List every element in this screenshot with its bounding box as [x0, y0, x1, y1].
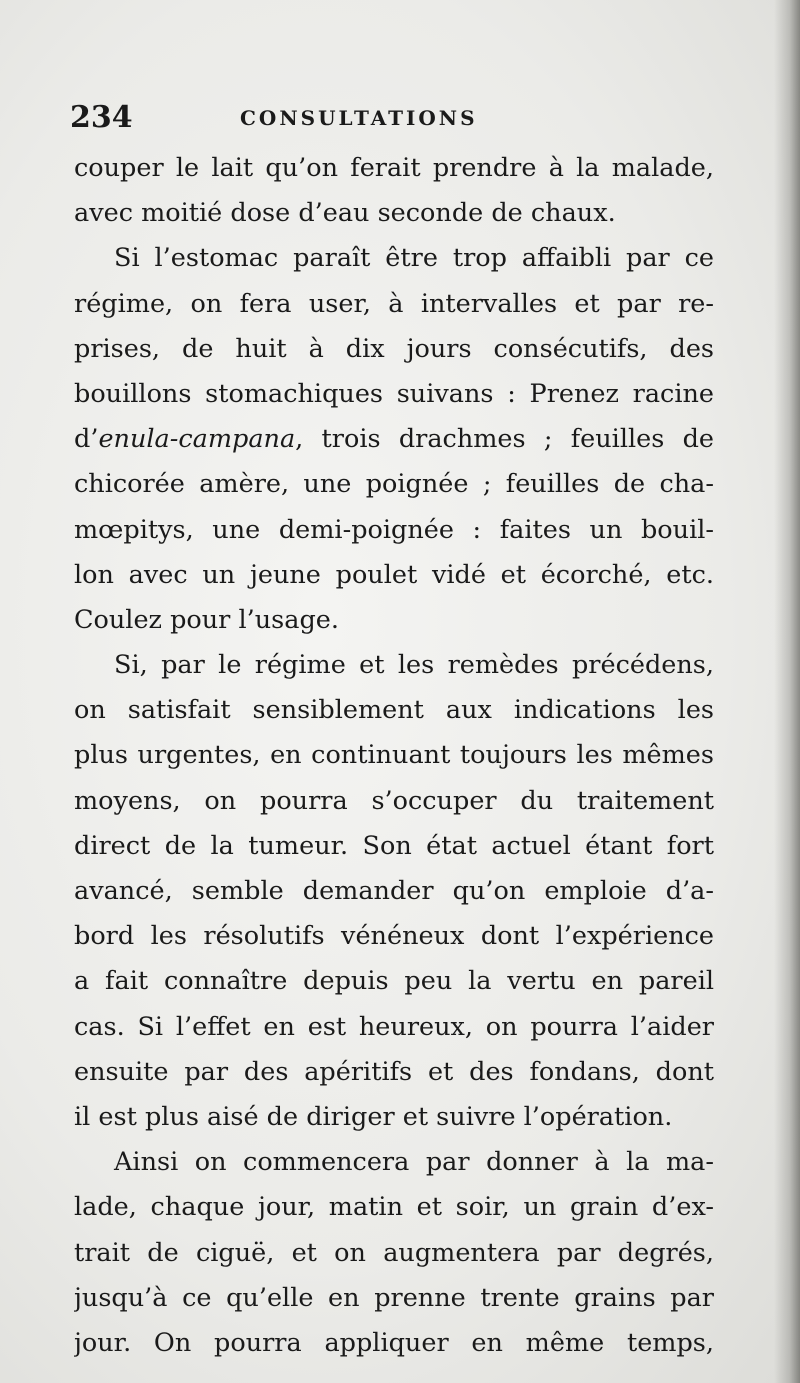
text-line: cas. Si l’effet en est heureux, on pourra l’aider — [74, 1011, 714, 1042]
text-line: Coulez pour l’usage. — [74, 604, 339, 635]
text-line: Si l’estomac paraît être trop affaibli par ce — [114, 243, 714, 274]
italic-term: enula-campana — [98, 424, 296, 455]
text-line — [74, 417, 714, 462]
text-line: il est plus aisé de diriger et suivre l’opération. — [74, 1101, 673, 1132]
text-line: direct de la tumeur. Son état actuel étant fort — [74, 830, 714, 861]
page-header — [70, 98, 710, 138]
text-line: avancé, semble demander qu’on emploie d’a- — [74, 876, 714, 906]
text-line: couper le lait qu’on ferait prendre à la malade, — [74, 153, 714, 183]
page-edge-shadow — [774, 0, 800, 1383]
text-line: jusqu’à ce qu’elle en prenne trente grains par — [74, 1282, 714, 1313]
text-line: mœpitys, une demi-poignée : faites un bouil- — [74, 514, 714, 545]
text-line: lade, chaque jour, matin et soir, un grain d’ex- — [74, 1192, 714, 1223]
text-line: moyens, on pourra s’occuper du traitement — [74, 785, 714, 816]
text-line: Ainsi on commencera par donner à la ma- — [114, 1147, 714, 1178]
text-line: prises, de huit à dix jours consécutifs, des — [74, 333, 714, 364]
text-line: chicorée amère, une poignée ; feuilles de cha- — [74, 469, 714, 500]
text-line: bord les résolutifs vénéneux dont l’expérience — [74, 921, 714, 952]
text-line: Si, par le régime et les remèdes précédens, — [114, 650, 714, 681]
text-line: trait de ciguë, et on augmentera par degrés, — [74, 1237, 714, 1268]
text-line: avec moitié dose d’eau seconde de chaux. — [74, 198, 616, 229]
text-segment: d’ — [74, 424, 99, 455]
running-head: CONSULTATIONS — [240, 106, 478, 130]
text-line: plus urgentes, en continuant toujours les mêmes — [74, 740, 714, 771]
body-text — [74, 146, 714, 1366]
text-line: lon avec un jeune poulet vidé et écorché, etc. — [74, 559, 714, 590]
text-line: on satisfait sensiblement aux indications les — [74, 695, 714, 726]
page-number: 234 — [70, 100, 133, 135]
text-line: ensuite par des apéritifs et des fondans, dont — [74, 1056, 714, 1087]
text-line: régime, on fera user, à intervalles et par re- — [74, 288, 714, 319]
text-line: a fait connaître depuis peu la vertu en pareil — [74, 966, 714, 997]
text-line: bouillons stomachiques suivans : Prenez racine — [74, 378, 714, 409]
text-segment: , trois drachmes ; feuilles de — [295, 424, 714, 455]
text-line: jour. On pourra appliquer en même temps, — [74, 1327, 714, 1358]
